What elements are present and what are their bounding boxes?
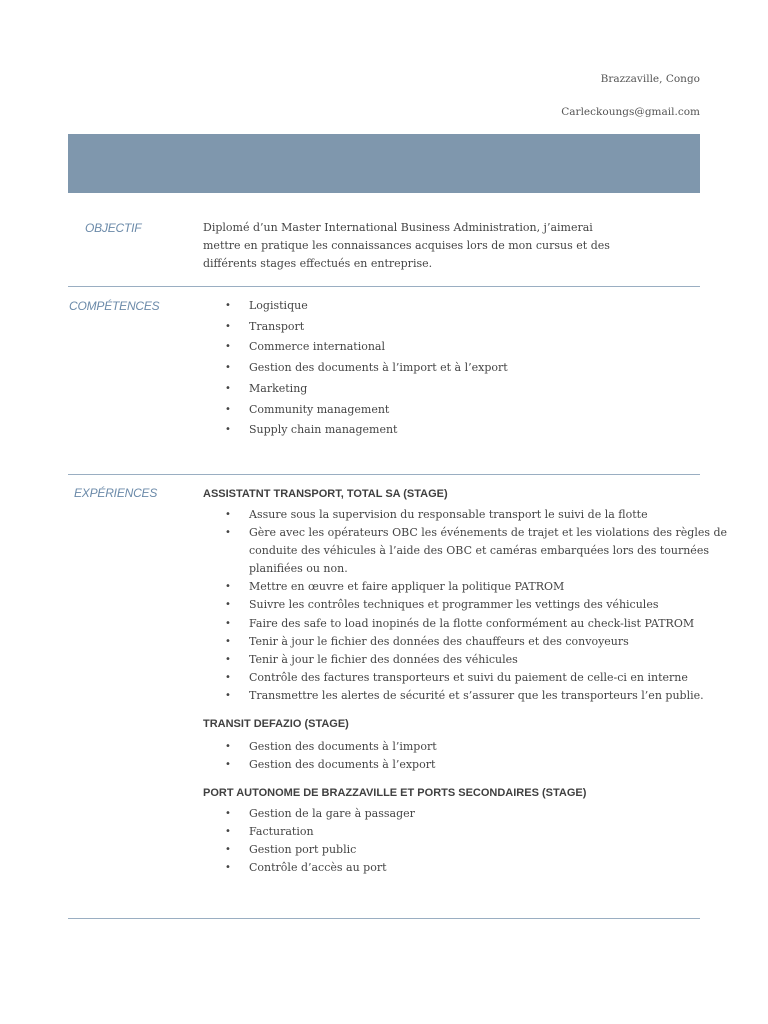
list-item: • Gestion des documents à l’export (203, 756, 437, 774)
job-title: PORT AUTONOME DE BRAZZAVILLE ET PORTS SECONDAIRES (STAGE) (203, 787, 587, 799)
list-item: • Supply chain management (203, 420, 508, 441)
objective-line: Diplomé d’un Master International Business Administration, j’aimerai (203, 221, 593, 234)
list-item: • Contrôle des factures transporteurs et suivi du paiement de celle-ci en interne (203, 669, 727, 687)
section-divider (68, 286, 700, 287)
job-duties-list (203, 506, 727, 705)
list-item: • Commerce international (203, 337, 508, 358)
list-item: • Facturation (203, 823, 415, 841)
list-item (203, 524, 727, 578)
objective-line: différents stages effectués en entreprise. (203, 257, 433, 270)
list-item: • Tenir à jour le fichier des données des chauffeurs et des convoyeurs (203, 633, 727, 651)
list-item: • Gestion port public (203, 841, 415, 859)
list-item-text: planifiées ou non. (249, 562, 348, 576)
list-item: • Gestion des documents à l’import et à l’export (203, 358, 508, 379)
contact-email: Carleckoungs@gmail.com (561, 106, 700, 118)
skills-list (203, 296, 508, 441)
list-item: • Logistique (203, 296, 508, 317)
list-item: • Community management (203, 400, 508, 421)
objective-label: OBJECTIF (85, 221, 142, 235)
list-item: • Gestion des documents à l’import (203, 738, 437, 756)
objective-text (203, 219, 623, 273)
list-item: • Suivre les contrôles techniques et programmer les vettings des véhicules (203, 596, 727, 614)
list-item-text: conduite des véhicules à l’aide des OBC et caméras embarquées lors des tournées (249, 544, 709, 558)
list-item: • Transport (203, 317, 508, 338)
contact-city: Brazzaville, Congo (600, 73, 700, 85)
list-item: • Gestion de la gare à passager (203, 805, 415, 823)
job-duties-list (203, 738, 437, 774)
job-duties-list (203, 805, 415, 877)
skills-label: COMPÉTENCES (69, 299, 160, 313)
header-banner (68, 134, 700, 193)
objective-line: mettre en pratique les connaissances acquises lors de mon cursus et des (203, 239, 610, 252)
section-divider (68, 918, 700, 919)
list-item: • Tenir à jour le fichier des données des véhicules (203, 651, 727, 669)
list-item-text: • Gère avec les opérateurs OBC les événements de trajet et les violations des règles de (249, 526, 728, 540)
list-item: • Faire des safe to load inopinés de la flotte conformément au check-list PATROM (203, 615, 727, 633)
list-item: • Transmettre les alertes de sécurité et s’assurer que les transporteurs l’en publie. (203, 687, 727, 705)
list-item: • Mettre en œuvre et faire appliquer la politique PATROM (203, 578, 727, 596)
job-title: ASSISTATNT TRANSPORT, TOTAL SA (STAGE) (203, 488, 448, 500)
list-item: • Contrôle d’accès au port (203, 859, 415, 877)
list-item: • Assure sous la supervision du responsable transport le suivi de la flotte (203, 506, 727, 524)
section-divider (68, 474, 700, 475)
experience-label: EXPÉRIENCES (74, 486, 158, 500)
job-title: TRANSIT DEFAZIO (STAGE) (203, 718, 349, 730)
list-item: • Marketing (203, 379, 508, 400)
